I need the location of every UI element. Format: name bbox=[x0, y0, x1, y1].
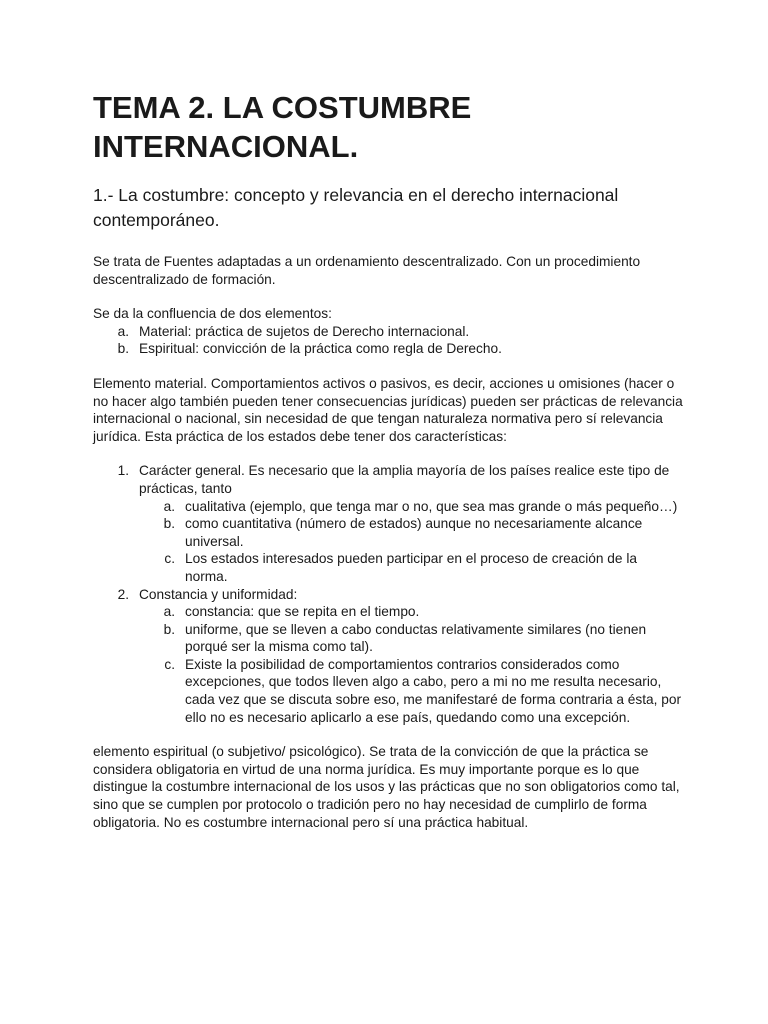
section-heading: 1.- La costumbre: concepto y relevancia en el derecho internacional contemporáneo. bbox=[93, 185, 619, 230]
sublist-item bbox=[139, 550, 683, 585]
list-marker: b. bbox=[163, 621, 175, 637]
sublist-item bbox=[139, 515, 683, 550]
elements-list bbox=[93, 323, 683, 358]
list-item-text: Espiritual: convicción de la práctica como regla de Derecho. bbox=[139, 341, 502, 357]
list-item-text: Existe la posibilidad de comportamientos contrarios considerados como excepciones, que todos lleven algo a cabo, pero a mi no me resulta necesario, cada vez que se discuta sobre eso, me manifestaré de forma contraria a ésta, por ello no es necesario aplicarlo a ese país, quedando como una excepción. bbox=[185, 656, 682, 725]
list-item bbox=[93, 586, 683, 727]
intro-paragraph: Se trata de Fuentes adaptadas a un ordenamiento descentralizado. Con un procedimiento descentralizado de formación. bbox=[93, 254, 641, 287]
list-item-text: constancia: que se repita en el tiempo. bbox=[185, 604, 420, 620]
list-marker: a. bbox=[117, 323, 129, 339]
elements-intro: Se da la confluencia de dos elementos: bbox=[93, 306, 332, 322]
document-page bbox=[93, 88, 683, 831]
list-marker: b. bbox=[117, 341, 129, 357]
spiritual-element-paragraph: elemento espiritual (o subjetivo/ psicológico). Se trata de la convicción de que la práctica se considera obligatoria en virtud de una norma jurídica. Es muy importante porque es lo que distingue la costumbre internacional de los usos y las prácticas que no son obligatorios como tal, sino que se cumplen por protocolo o tradición pero no hay necesidad de cumplirlo de forma obligatoria. No es costumbre internacional pero sí una práctica habitual. bbox=[93, 744, 680, 830]
list-marker: 1. bbox=[117, 463, 129, 479]
sublist bbox=[139, 603, 683, 726]
list-marker: 2. bbox=[117, 586, 129, 602]
list-marker: a. bbox=[163, 604, 175, 620]
list-item-text: Carácter general. Es necesario que la amplia mayoría de los países realice este tipo de prácticas, tanto bbox=[139, 463, 670, 496]
list-item-text: uniforme, que se lleven a cabo conductas relativamente similares (no tienen porqué ser la misma como tal). bbox=[185, 621, 647, 655]
list-item-text: Material: práctica de sujetos de Derecho internacional. bbox=[139, 323, 470, 339]
sublist-item bbox=[139, 621, 683, 656]
material-element-paragraph: Elemento material. Comportamientos activos o pasivos, es decir, acciones u omisiones (hacer o no hacer algo también pueden tener consecuencias jurídicas) pueden ser prácticas de relevancia internacional o nacional, sin necesidad de que tengan naturaleza normativa pero sí relevancia jurídica. Esta práctica de los estados debe tener dos características: bbox=[93, 375, 683, 444]
list-item-text: como cuantitativa (número de estados) aunque no necesariamente alcance universal. bbox=[185, 516, 643, 549]
list-marker: a. bbox=[163, 498, 175, 514]
sublist bbox=[139, 498, 683, 586]
list-item-text: Constancia y uniformidad: bbox=[139, 586, 298, 602]
list-item bbox=[93, 462, 683, 585]
list-item-text: Los estados interesados pueden participar en el proceso de creación de la norma. bbox=[185, 551, 637, 584]
list-item bbox=[93, 340, 683, 358]
list-item bbox=[93, 323, 683, 341]
sublist-item bbox=[139, 603, 683, 621]
list-item-text: cualitativa (ejemplo, que tenga mar o no, que sea mas grande o más pequeño…) bbox=[185, 498, 678, 514]
characteristics-list bbox=[93, 462, 683, 726]
list-marker: c. bbox=[164, 551, 175, 567]
document-title: TEMA 2. LA COSTUMBRE INTERNACIONAL. bbox=[93, 90, 472, 164]
list-marker: b. bbox=[163, 516, 175, 532]
sublist-item bbox=[139, 498, 683, 516]
list-marker: c. bbox=[164, 656, 175, 672]
sublist-item bbox=[139, 656, 683, 726]
